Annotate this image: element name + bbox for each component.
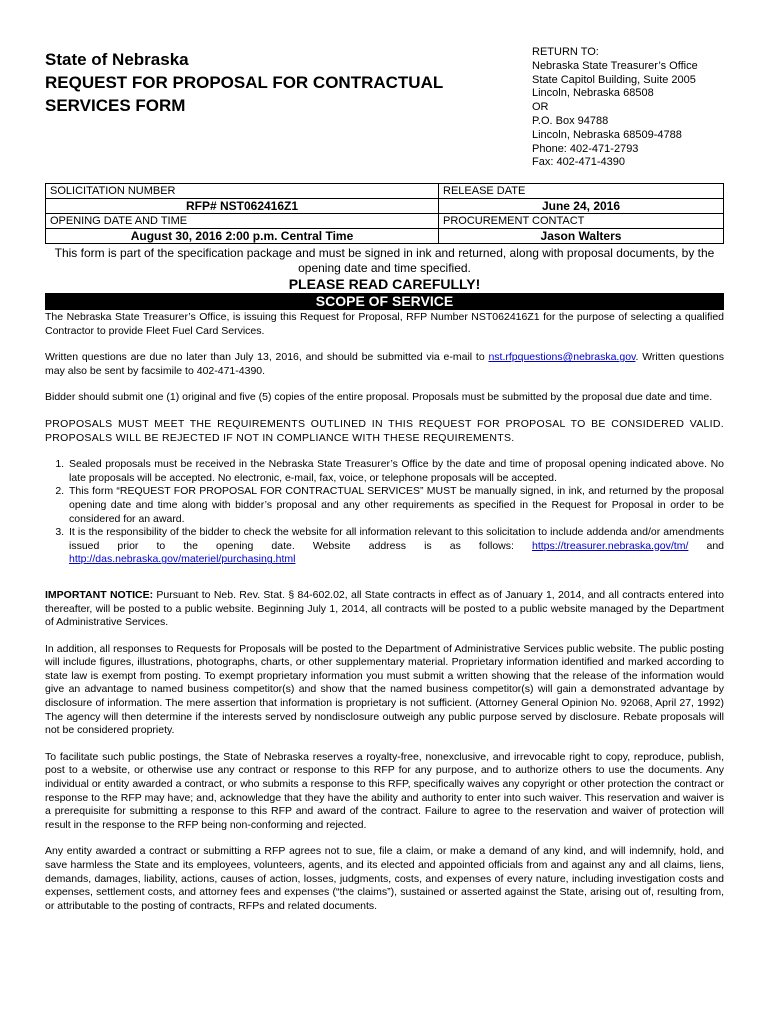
public-posting-paragraph: In addition, all responses to Requests for Proposals will be posted to the Department of Administrative Services public website. The public posting will include figures, illustrations, photographs, charts, or other supplementary material. Proprietary information identified and marked according to state law is exempt from posting. To exempt proprietary information you must submit a written showing that the release of the information would give an advantage to named business competitor(s) and show that the named business competitor(s) will gain a demonstrated advantage by disclosure of information. The mere assertion that information is proprietary is not sufficient. (Attorney General Opinion No. 92068, April 27, 1992) The agency will then determine if the interests served by nondisclosure outweigh any public purpose served by disclosure. Rebate proposals will not be considered propriety. <box>45 642 724 737</box>
return-line: OR <box>532 101 549 114</box>
important-notice-label: IMPORTANT NOTICE: <box>45 588 154 601</box>
release-date-label: RELEASE DATE <box>439 184 724 199</box>
title-line-1: State of Nebraska <box>45 50 189 69</box>
return-address <box>532 46 698 170</box>
return-line: P.O. Box 94788 <box>532 114 609 127</box>
opening-date-label: OPENING DATE AND TIME <box>46 214 439 229</box>
intro-paragraph: The Nebraska State Treasurer’s Office, is issuing this Request for Proposal, RFP Number NST062416Z1 for the purpose of selecting a qualified Contractor to provide Fleet Fuel Card Services. <box>45 311 724 337</box>
document-body <box>45 311 724 926</box>
list-item: 1. Sealed proposals must be received in the Nebraska State Treasurer’s Office by the date and time of proposal opening indicated above. No late proposals will be accepted. No electronic, e-mail, fax, voice, or telephone proposals will be accepted. <box>67 458 724 485</box>
specification-notice: This form is part of the specification package and must be signed in ink and returned, along with proposal documents, by the opening date and time specified. <box>54 246 715 275</box>
requirements-paragraph: PROPOSALS MUST MEET THE REQUIREMENTS OUTLINED IN THIS REQUEST FOR PROPOSAL TO BE CONSIDERED VALID. PROPOSALS WILL BE REJECTED IF NOT IN COMPLIANCE WITH THESE REQUIREMENTS. <box>45 417 724 444</box>
questions-email-link[interactable]: nst.rfpquestions@nebraska.gov <box>488 351 636 364</box>
list-item: 2. This form “REQUEST FOR PROPOSAL FOR CONTRACTUAL SERVICES” MUST be manually signed, in ink, and returned by the proposal opening date and time along with bidder’s proposal and any other requirements as specified in the Request for Proposal in order to be considered for an award. <box>67 485 724 526</box>
questions-text: Written questions are due no later than July 13, 2016, and should be submitted via e-mail to <box>45 351 489 364</box>
list-item-text: It is the responsibility of the bidder to check the website for all information relevant to this solicitation to include addenda and/or amendments issued prior to the opening date. Website address is as follows: <box>69 526 724 552</box>
procurement-contact-label: PROCUREMENT CONTACT <box>439 214 724 229</box>
list-item <box>67 526 724 567</box>
solicitation-number-label: SOLICITATION NUMBER <box>46 184 439 199</box>
treasurer-website-link[interactable]: https://treasurer.nebraska.gov/tm/ <box>531 539 689 552</box>
title-line-2: REQUEST FOR PROPOSAL FOR CONTRACTUAL <box>45 73 444 92</box>
read-carefully-heading: PLEASE READ CAREFULLY! <box>288 276 481 292</box>
royalty-free-paragraph: To facilitate such public postings, the State of Nebraska reserves a royalty-free, nonexclusive, and irrevocable right to copy, reproduce, publish, post to a website, or otherwise use any contract or response to this RFP for any purpose, and to authorize others to use the documents. Any individual or entity awarded a contract, or who submits a response to this RFP, specifically waives any copyright or other protection the contract or response to the RFP may have; and, acknowledge that they have the ability and authority to enter into such waiver. This reservation and waiver is a prerequisite for submitting a response to this RFP and award of the contract. Failure to agree to the reservation and waiver of protection will result in the response to the RFP being non-conforming and rejected. <box>45 750 724 831</box>
questions-paragraph <box>45 351 724 378</box>
list-item-and: and <box>688 539 724 552</box>
solicitation-info-table <box>45 183 724 244</box>
rfp-number: RFP# NST062416Z1 <box>46 199 439 214</box>
important-notice-text: Pursuant to Neb. Rev. Stat. § 84-602.02, all State contracts in effect as of January 1, 2014, and all contracts entered into thereafter, will be posted to a public website. Beginning July 1, 2014, all contracts will be posted to a public website managed by the Department of Administrative Services. <box>45 588 724 629</box>
return-line: Fax: 402-471-4390 <box>532 156 625 169</box>
return-line: RETURN TO: <box>532 46 599 58</box>
copies-paragraph: Bidder should submit one (1) original and five (5) copies of the entire proposal. Proposals must be submitted by the proposal due date and time. <box>45 391 713 404</box>
opening-date: August 30, 2016 2:00 p.m. Central Time <box>46 229 439 244</box>
procurement-contact: Jason Walters <box>439 229 724 244</box>
return-line: Lincoln, Nebraska 68508 <box>532 87 654 100</box>
requirements-list <box>45 458 724 567</box>
form-title <box>45 48 443 117</box>
release-date: June 24, 2016 <box>439 199 724 214</box>
questions-text-end: . Written questions may also be sent by facsimile to 402-471-4390. <box>45 351 724 377</box>
return-line: State Capitol Building, Suite 2005 <box>532 73 696 86</box>
return-line: Phone: 402-471-2793 <box>532 142 639 155</box>
scope-of-service-heading: SCOPE OF SERVICE <box>45 293 724 310</box>
indemnify-paragraph: Any entity awarded a contract or submitting a RFP agrees not to sue, file a claim, or make a demand of any kind, and will indemnify, hold, and save harmless the State and its employees, volunteers, agents, and its elected and appointed officials from and against any and all claims, liens, demands, damages, liability, actions, causes of action, losses, judgments, costs, and expenses of every nature, including investigation costs and expenses, settlement costs, and attorney fees and expenses (“the claims”), sustained or asserted against the State, arising out of, resulting from, or attributable to the posting of contracts, RFPs and related documents. <box>45 845 724 912</box>
return-line: Lincoln, Nebraska 68509-4788 <box>532 128 682 141</box>
important-notice-paragraph <box>45 589 724 630</box>
title-line-3: SERVICES FORM <box>45 96 186 115</box>
das-purchasing-link[interactable]: http://das.nebraska.gov/materiel/purchasing.html <box>69 553 296 566</box>
return-line: Nebraska State Treasurer’s Office <box>532 59 698 72</box>
